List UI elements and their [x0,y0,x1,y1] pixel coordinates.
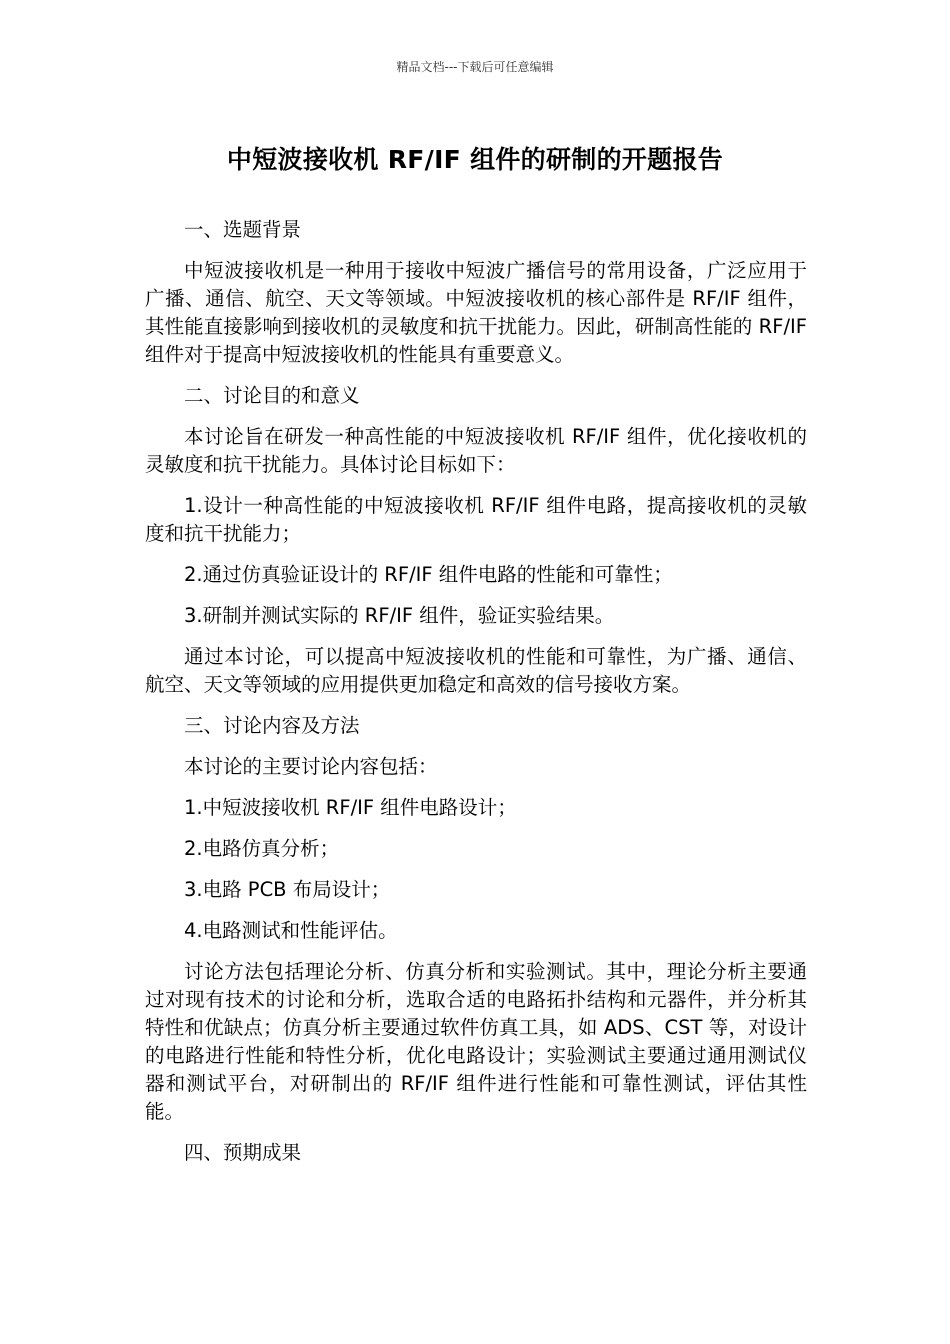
paragraph-methods: 讨论方法包括理论分析、仿真分析和实验测试。其中，理论分析主要通过对现有技术的讨论和分析，选取合适的电路拓扑结构和元器件，并分析其特性和优缺点；仿真分析主要通过软件仿真工具，如 ADS、CST 等，对设计的电路进行性能和特性分析，优化电路设计；实验测试主要通过通用测试仪器和测试平台，对研制出的 RF/IF 组件进行性能和可靠性测试，评估其性能。 [145,960,807,1123]
list-item-content-3: 3.电路 PCB 布局设计； [184,878,391,901]
section-heading-expected-results: 四、预期成果 [184,1141,302,1164]
list-item-content-2: 2.电路仿真分析； [184,837,340,860]
paragraph-purpose-intro: 本讨论旨在研发一种高性能的中短波接收机 RF/IF 组件，优化接收机的灵敏度和抗干扰能力。具体讨论目标如下： [145,425,807,476]
list-item-goal-2: 2.通过仿真验证设计的 RF/IF 组件电路的性能和可靠性； [184,563,673,586]
paragraph-significance: 通过本讨论，可以提高中短波接收机的性能和可靠性，为广播、通信、航空、天文等领域的应用提供更加稳定和高效的信号接收方案。 [145,645,807,696]
document-title: 中短波接收机 RF/IF 组件的研制的开题报告 [226,145,724,174]
paragraph-background: 中短波接收机是一种用于接收中短波广播信号的常用设备，广泛应用于广播、通信、航空、天文等领域。中短波接收机的核心部件是 RF/IF 组件，其性能直接影响到接收机的灵敏度和抗干扰能力。因此，研制高性能的 RF/IF 组件对于提高中短波接收机的性能具有重要意义。 [145,259,807,366]
section-heading-content-method: 三、讨论内容及方法 [184,714,360,737]
document-body [145,216,807,1180]
list-item-goal-3: 3.研制并测试实际的 RF/IF 组件，验证实验结果。 [184,604,615,627]
paragraph-content-intro: 本讨论的主要讨论内容包括： [184,755,438,778]
header-note: 精品文档---下载后可任意编辑 [396,60,554,74]
list-item-content-4: 4.电路测试和性能评估。 [184,919,398,942]
list-item-content-1: 1.中短波接收机 RF/IF 组件电路设计； [184,796,517,819]
list-item-goal-1: 1.设计一种高性能的中短波接收机 RF/IF 组件电路，提高接收机的灵敏度和抗干扰能力； [145,494,807,545]
section-heading-background: 一、选题背景 [184,218,302,241]
section-heading-purpose: 二、讨论目的和意义 [184,384,360,407]
